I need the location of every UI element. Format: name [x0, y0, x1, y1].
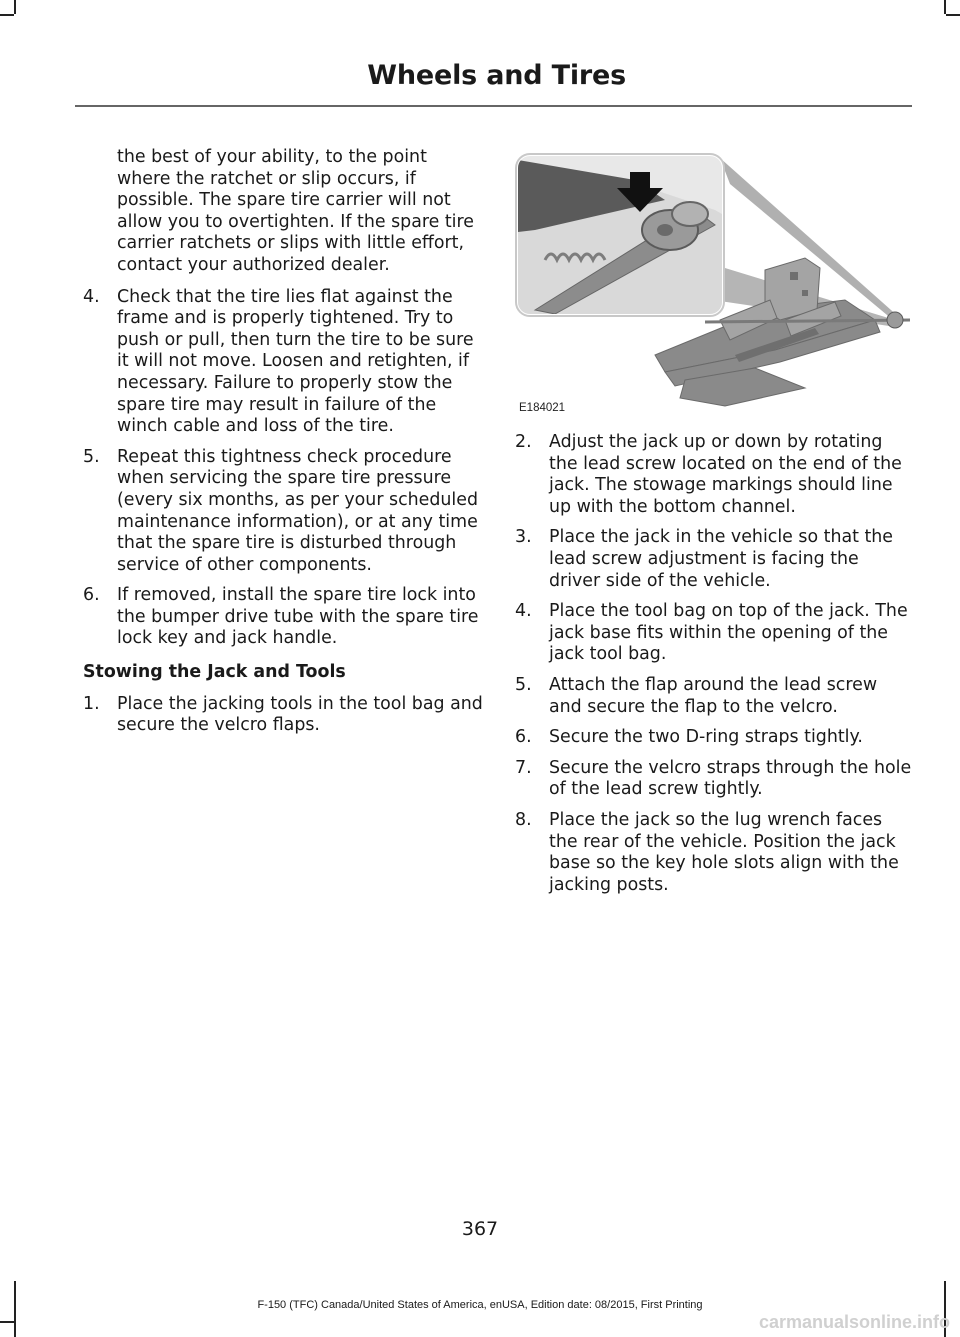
list-item-number: 3. — [515, 527, 532, 548]
list-item-text: Secure the two D-ring straps tightly. — [549, 727, 863, 748]
list-item-text: Repeat this tightness check procedure when servicing the spare tire pressure (every six months, as per your scheduled maintenance information), or at any time that the spare tire is disturbed through service of other components. — [117, 446, 478, 575]
crop-mark — [0, 1321, 14, 1323]
crop-mark — [944, 0, 946, 14]
continuation-paragraph: the best of your ability, to the point where the ratchet or slip occurs, if possible. The spare tire carrier will not allow you to overtighten. If the spare tire carrier ratchets or slips with little effort, contact your authorized dealer. — [117, 147, 474, 275]
watermark: carmanualsonline.info — [758, 1312, 950, 1332]
header-divider — [75, 105, 912, 107]
page-title: Wheels and Tires — [367, 60, 626, 91]
page-number: 367 — [461, 1218, 499, 1240]
list-item — [515, 675, 915, 718]
list-item-text: Attach the flap around the lead screw and secure the flap to the velcro. — [549, 674, 878, 717]
list-item — [515, 601, 915, 666]
jack-illustration — [515, 150, 912, 418]
list-item-number: 2. — [515, 432, 532, 452]
list-item-text: Check that the tire lies flat against the frame and is properly tightened. Try to push or pull, then turn the tire to be sure it will not move. Loosen and retighten, if necessary. Failure to properly stow the spare tire may result in failure of the winch cable and loss of the tire. — [117, 286, 474, 437]
list-item-text: Place the jack in the vehicle so that the lead screw adjustment is facing the driver side of the vehicle. — [549, 527, 894, 591]
crop-mark — [14, 0, 16, 14]
edition-footer: F-150 (TFC) Canada/United States of America, enUSA, Edition date: 08/2015, First Printing — [257, 1299, 703, 1311]
list-item — [83, 447, 483, 577]
list-item — [515, 432, 915, 518]
scissor-jack-icon — [515, 150, 912, 418]
list-item-text: Place the tool bag on top of the jack. The jack base fits within the opening of the jack tool bag. — [549, 601, 908, 665]
list-item — [515, 810, 915, 896]
list-item-number: 5. — [515, 674, 532, 695]
list-item-number: 7. — [515, 757, 532, 778]
list-item-text: Place the jacking tools in the tool bag and secure the velcro flaps. — [117, 693, 483, 736]
list-item-number: 4. — [83, 286, 100, 307]
list-item-text: Adjust the jack up or down by rotating the lead screw located on the end of the jack. The stowage markings should line up with the bottom channel. — [549, 432, 902, 517]
section-heading: Stowing the Jack and Tools — [83, 662, 346, 683]
list-item-number: 8. — [515, 809, 532, 830]
right-column — [515, 432, 915, 905]
list-item — [515, 527, 915, 592]
list-item — [515, 727, 915, 749]
list-item-number: 4. — [515, 601, 532, 622]
crop-mark — [946, 14, 960, 16]
list-item-number: 6. — [515, 727, 532, 748]
list-item-text: If removed, install the spare tire lock into the bumper drive tube with the spare tire lock key and jack handle. — [117, 585, 479, 649]
list-item-text: Place the jack so the lug wrench faces the rear of the vehicle. Position the jack base so the key hole slots align with the jacking posts. — [549, 809, 899, 895]
list-item — [83, 694, 483, 737]
list-item-number: 6. — [83, 585, 100, 606]
list-item — [515, 758, 915, 801]
crop-mark — [0, 14, 14, 16]
list-item-number: 1. — [83, 693, 100, 714]
list-item-text: Secure the velcro straps through the hole of the lead screw tightly. — [549, 757, 912, 800]
list-item — [83, 287, 483, 438]
list-item-number: 5. — [83, 446, 100, 467]
left-column — [83, 147, 483, 746]
figure-label: E184021 — [519, 402, 566, 414]
list-item — [83, 585, 483, 650]
